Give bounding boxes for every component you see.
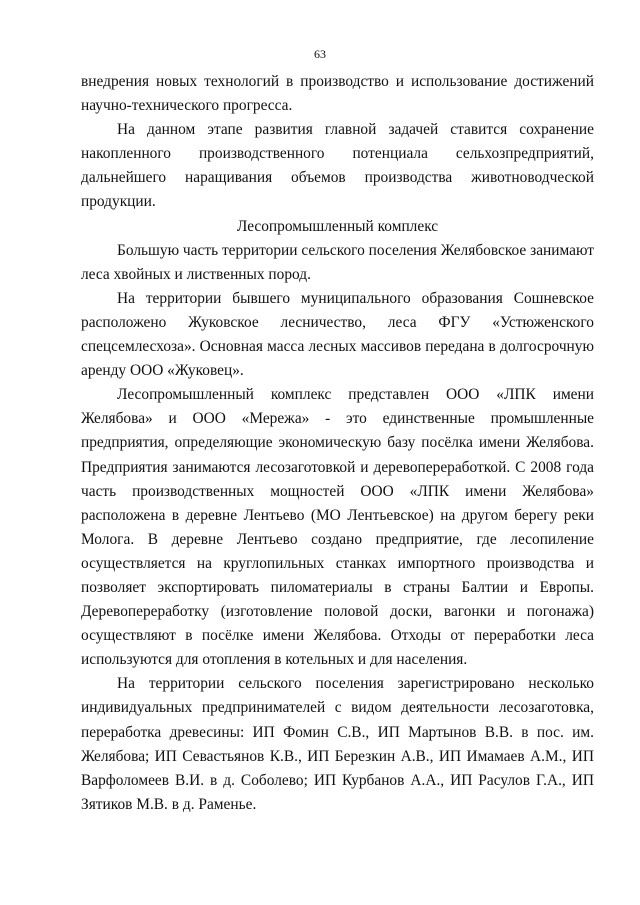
page-number: 63 [314,47,326,61]
document-body [81,70,594,817]
paragraph-entrepreneurs: На территории сельского поселения зарегистрировано несколько индивидуальных предпринимателей с видом деятельности лесозаготовка, переработка древесины: ИП Фомин С.В., ИП Мартынов В.В. в пос. им. Желябова; ИП Севастьянов К.В., ИП Березкин А.В., ИП Имамаев А.М., ИП Варфоломеев В.И. в д. Соболево; ИП Курбанов А.А., ИП Расулов Г.А., ИП Зятиков М.В. в д. Раменье. [81,675,594,813]
paragraph-timber-complex: Лесопромышленный комплекс представлен ООО «ЛПК имени Желябова» и ООО «Мережа» - это единственные промышленные предприятия, определяющие экономическую базу посёлка имени Желябова. Предприятия занимаются лесозаготовкой и деревопереработкой. С 2008 года часть производственных мощностей ООО «ЛПК имени Желябова» расположена в деревне Лентьево (МО Лентьевское) на другом берегу реки Молога. В деревне Лентьево создано предприятие, где лесопиление осуществляется на круглопильных станках импортного производства и позволяет экспортировать пиломатериалы в страны Балтии и Европы. Деревопереработку (изготовление половой доски, вагонки и погонажа) осуществляют в посёлке имени Желябова. Отходы от переработки леса используются для отопления в котельных и для населения. [81,386,594,669]
paragraph-production-goal: На данном этапе развития главной задачей ставится сохранение накопленного производственного потенциала сельхозпредприятий, дальнейшего наращивания объемов производства животноводческой продукции. [81,121,594,211]
paragraph-forestry: На территории бывшего муниципального образования Сошневское расположено Жуковское лесничество, леса ФГУ «Устюженского спецсемлесхоза». Основная масса лесных массивов передана в долгосрочную аренду ООО «Жуковец». [81,289,594,380]
paragraph-continuation: внедрения новых технологий в производство и использование достижений научно-технического прогресса. [81,73,594,115]
paragraph-forests: Большую часть территории сельского поселения Желябовское занимают леса хвойных и лиственных пород. [81,241,594,283]
section-heading: Лесопромышленный комплекс [236,217,439,235]
